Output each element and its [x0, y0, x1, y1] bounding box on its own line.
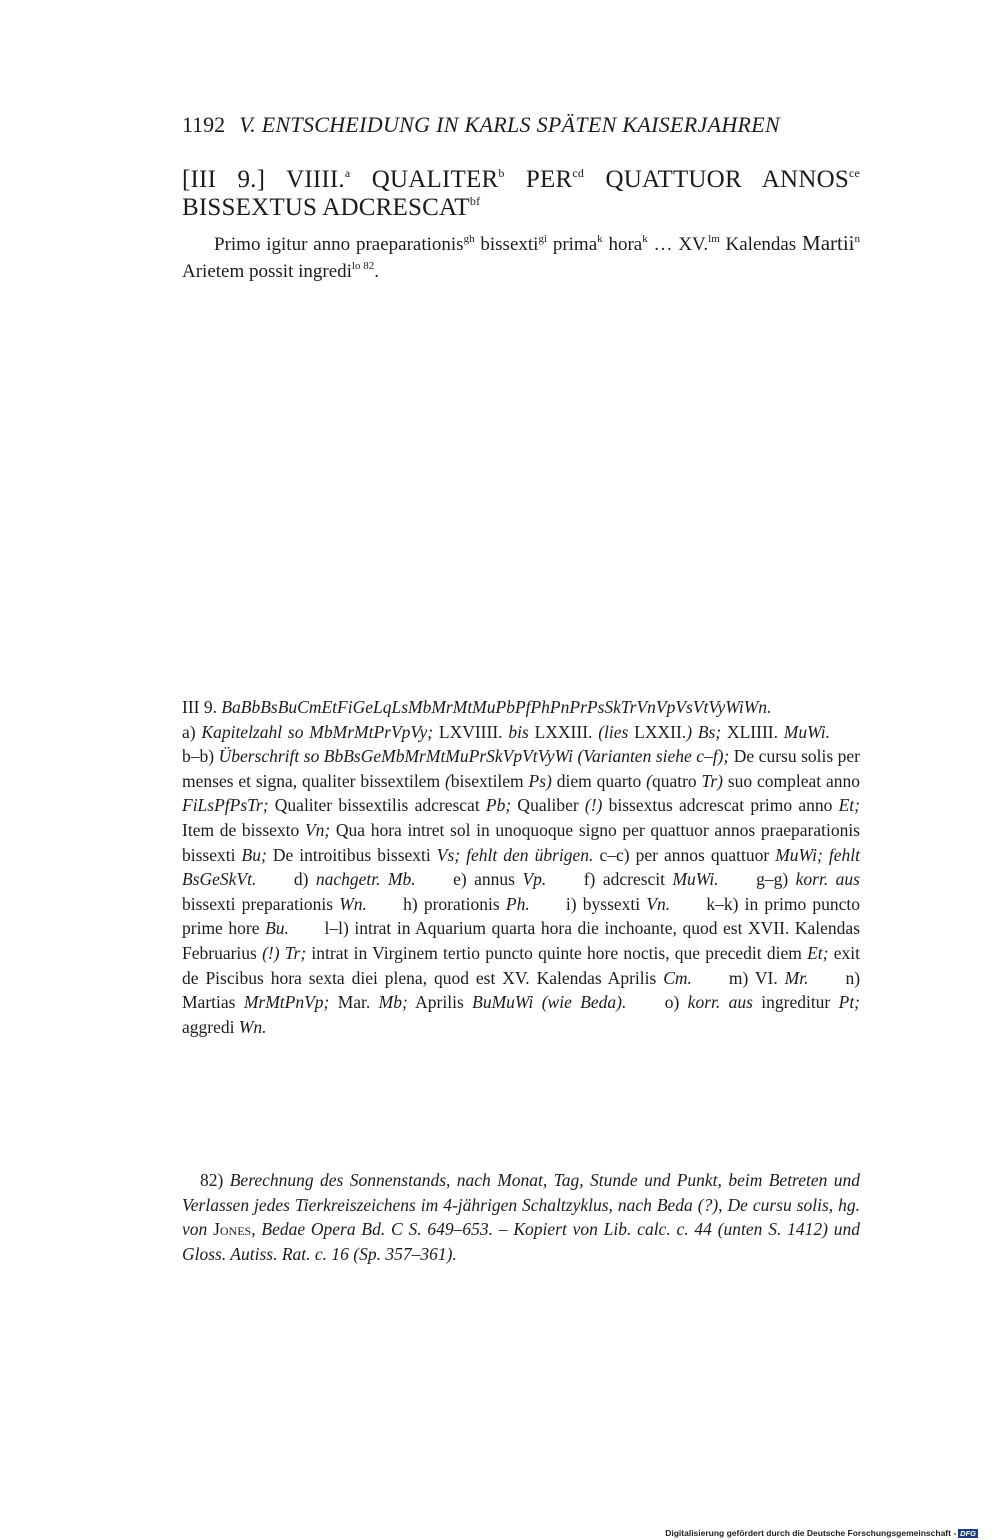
- footnote-mark: lm: [708, 233, 720, 245]
- note-i: i) byssexti Vn.: [565, 893, 671, 914]
- footnote-text: , Bedae Opera Bd. C S. 649–653. – Kopiert von Lib. calc. c. 44 (unten S. 1412) und Gloss. Autiss. Rat. c. 16 (Sp. 357–361).: [182, 1219, 860, 1264]
- note-l: l–l) intrat in Aquarium quarta hora die inchoante, quod est XVII. Kalendas Februarius (!) Tr; intrat in Virginem tertio puncto quinte hore noctis, que precedit diem Et; exit de Piscibus hora sexta diei plena, quod est XV. Kalendas Aprilis Cm.: [182, 918, 861, 988]
- sigla-label: III 9.: [182, 697, 222, 717]
- footer-text: Digitalisierung gefördert durch die Deutsche Forschungsgemeinschaft -: [665, 1528, 957, 1538]
- text-segment: .: [374, 261, 379, 282]
- footnote-mark: bf: [469, 194, 481, 208]
- title-segment: QUATTUOR ANNOS: [584, 166, 849, 193]
- dfg-funding-footer: [665, 1528, 978, 1538]
- footnote-mark: gi: [538, 233, 548, 245]
- title-segment: [III 9.] VIIII.: [182, 166, 345, 193]
- text-segment: Martii: [802, 231, 855, 255]
- running-head: V. ENTSCHEIDUNG IN KARLS SPÄTEN KAISERJAHREN: [239, 112, 780, 137]
- page-header: [182, 112, 862, 138]
- footnote-mark: lo 82: [351, 260, 375, 272]
- footnote-mark: k: [642, 233, 648, 245]
- footnote-mark: a: [344, 166, 351, 180]
- page-number: 1192: [182, 112, 226, 137]
- main-text: [182, 230, 860, 285]
- chapter-title: [182, 166, 860, 222]
- note-m: m) VI. Mr.: [728, 967, 809, 988]
- text-segment: Arietem possit ingredi: [182, 261, 352, 282]
- title-segment: QUALITER: [350, 166, 499, 193]
- text-segment: Kalendas: [719, 234, 803, 255]
- footnote-mark: cd: [572, 166, 585, 180]
- footnote-number: 82): [200, 1170, 230, 1190]
- footnote-paragraph: [182, 1168, 860, 1266]
- footnote-mark: k: [597, 233, 603, 245]
- text-segment: Primo igitur anno praeparationis: [214, 234, 464, 255]
- footnote-mark: gh: [463, 233, 475, 245]
- sigla-list: BaBbBsBuCmEtFiGeLqLsMbMrMtMuPbPfPhPnPrPsSkTrVnVpVsVtVyWiWn.: [221, 697, 772, 717]
- critical-apparatus: [182, 695, 860, 1039]
- title-segment: PER: [504, 166, 573, 193]
- footnote-mark: b: [498, 166, 505, 180]
- footnote-text: Berechnung des Sonnenstands, nach Monat, Tag, Stunde und Punkt, beim Betreten und Verlassen jedes Tierkreiszeichens im 4-jährigen Schaltzyklus, nach Beda (?), De cursu solis, hg. von: [182, 1170, 861, 1240]
- note-o: o) korr. aus ingreditur Pt; aggredi Wn.: [182, 992, 861, 1037]
- note-f: f) adcrescit MuWi.: [583, 869, 719, 890]
- note-e: e) annus Vp.: [453, 869, 547, 890]
- dfg-logo: DFG: [960, 1529, 976, 1538]
- title-segment: BISSEXTUS ADCRESCAT: [182, 194, 470, 221]
- main-paragraph: [182, 230, 860, 285]
- footnote-82: [182, 1168, 860, 1266]
- note-b: b–b) Überschrift so BbBsGeMbMrMtMuPrSkVpVtVyWi (Varianten siehe c–f); De cursu solis per menses et signa, qualiter bissextilem (bisextilem Ps) diem quarto (quatro Tr) suo compleat anno FiLsPfPsTr; Qualiter bissextilis adcrescat Pb; Qualiber (!) bissextus adcrescat primo anno Et; Item de bissexto Vn; Qua hora intret sol in unoquoque signo per quattuor annos praeparationis bissexti Bu; De introitibus bissexti Vs; fehlt den übrigen.: [182, 746, 860, 865]
- text-segment: bissexti: [474, 234, 539, 255]
- note-g: g–g) korr. aus bissexti preparationis Wn.: [182, 869, 860, 914]
- note-k: k–k) in primo puncto prime hore Bu.: [182, 893, 861, 939]
- note-h: h) prorationis Ph.: [403, 893, 530, 914]
- text-segment: prima: [547, 234, 598, 255]
- note-d: d) nachgetr. Mb.: [293, 869, 416, 890]
- footnote-mark: n: [854, 233, 861, 245]
- text-segment: … XV.: [647, 234, 709, 255]
- footnote-author: Jones: [213, 1219, 252, 1240]
- text-segment: hora: [602, 234, 643, 255]
- manuscript-sigla: [182, 695, 860, 720]
- note-n: n) Martias MrMtPnVp; Mar. Mb; Aprilis BuMuWi (wie Beda).: [182, 967, 861, 1013]
- note-a: a) Kapitelzahl so MbMrMtPrVpVy; LXVIIII. bis LXXIII. (lies LXXII.) Bs; XLIIII. MuWi.: [182, 721, 830, 742]
- footnote-mark: ce: [848, 166, 860, 180]
- apparatus-notes: [182, 720, 860, 1040]
- note-c: c–c) per annos quattuor MuWi; fehlt BsGeSkVt.: [182, 844, 861, 890]
